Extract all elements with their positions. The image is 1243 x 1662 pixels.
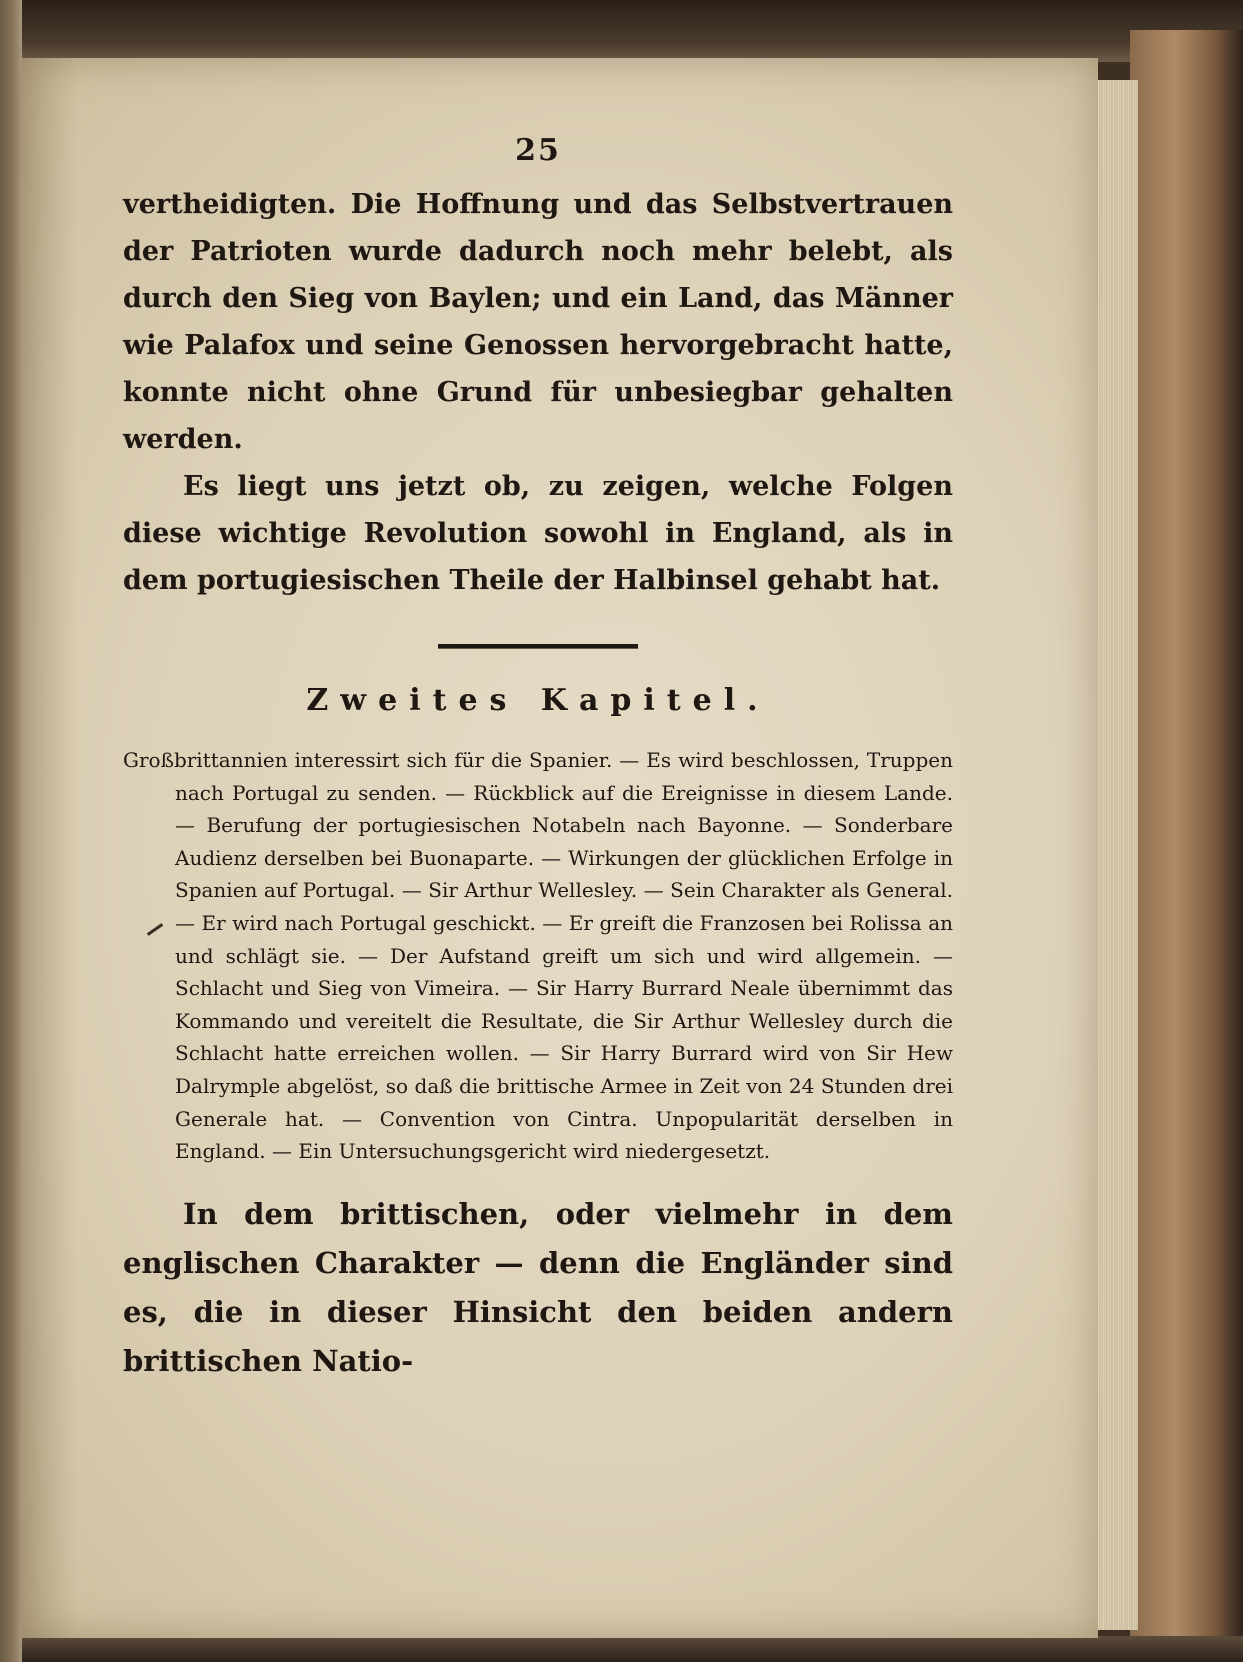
chapter-heading: Zweites Kapitel. bbox=[306, 683, 770, 718]
gutter-shadow bbox=[18, 58, 78, 1638]
paragraph-transition: Es liegt uns jetzt ob, zu zeigen, welche Folgen diese wichtige Revolution sowohl in England, als in dem portugiesischen Theile der Halbinsel gehabt hat. bbox=[123, 471, 953, 596]
chapter-opening-paragraph: In dem brittischen, oder vielmehr in dem englischen Charakter — denn die Engländer sind es, die in dieser Hinsicht den beiden andern brittischen Natio- bbox=[123, 1196, 953, 1378]
section-divider bbox=[438, 644, 638, 649]
book-cover-right bbox=[1130, 30, 1243, 1662]
book-page bbox=[18, 58, 1098, 1638]
page-number: 25 bbox=[515, 133, 561, 168]
book-cover-bottom bbox=[0, 1636, 1243, 1662]
page-text bbox=[123, 133, 953, 1386]
book-cover-top bbox=[0, 0, 1243, 62]
book-cover-left bbox=[0, 0, 22, 1662]
paragraph-continuation: vertheidigten. Die Hoffnung und das Selbstvertrauen der Patrioten wurde dadurch noch mehr belebt, als durch den Sieg von Baylen; und ein Land, das Männer wie Palafox und seine Genossen hervorgebracht hatte, konnte nicht ohne Grund für unbesiegbar gehalten werden. bbox=[123, 189, 953, 455]
chapter-summary: Großbrittannien interessirt sich für die Spanier. — Es wird beschlossen, Truppen nach Portugal zu senden. — Rückblick auf die Ereignisse in diesem Lande. — Berufung der portugiesischen Notabeln nach Bayonne. — Sonderbare Audienz derselben bei Buonaparte. — Wirkungen der glücklichen Erfolge in Spanien auf Portugal. — Sir Arthur Wellesley. — Sein Charakter als General. — Er wird nach Portugal geschickt. — Er greift die Franzosen bei Rolissa an und schlägt sie. — Der Aufstand greift um sich und wird allgemein. — Schlacht und Sieg von Vimeira. — Sir Harry Burrard Neale übernimmt das Kommando und vereitelt die Resultate, die Sir Arthur Wellesley durch die Schlacht hatte erreichen wollen. — Sir Harry Burrard wird von Sir Hew Dalrymple abgelöst, so daß die brittische Armee in Zeit von 24 Stunden drei Generale hat. — Convention von Cintra. Unpopularität derselben in England. — Ein Untersuchungsgericht wird niedergesetzt. bbox=[123, 748, 953, 1164]
